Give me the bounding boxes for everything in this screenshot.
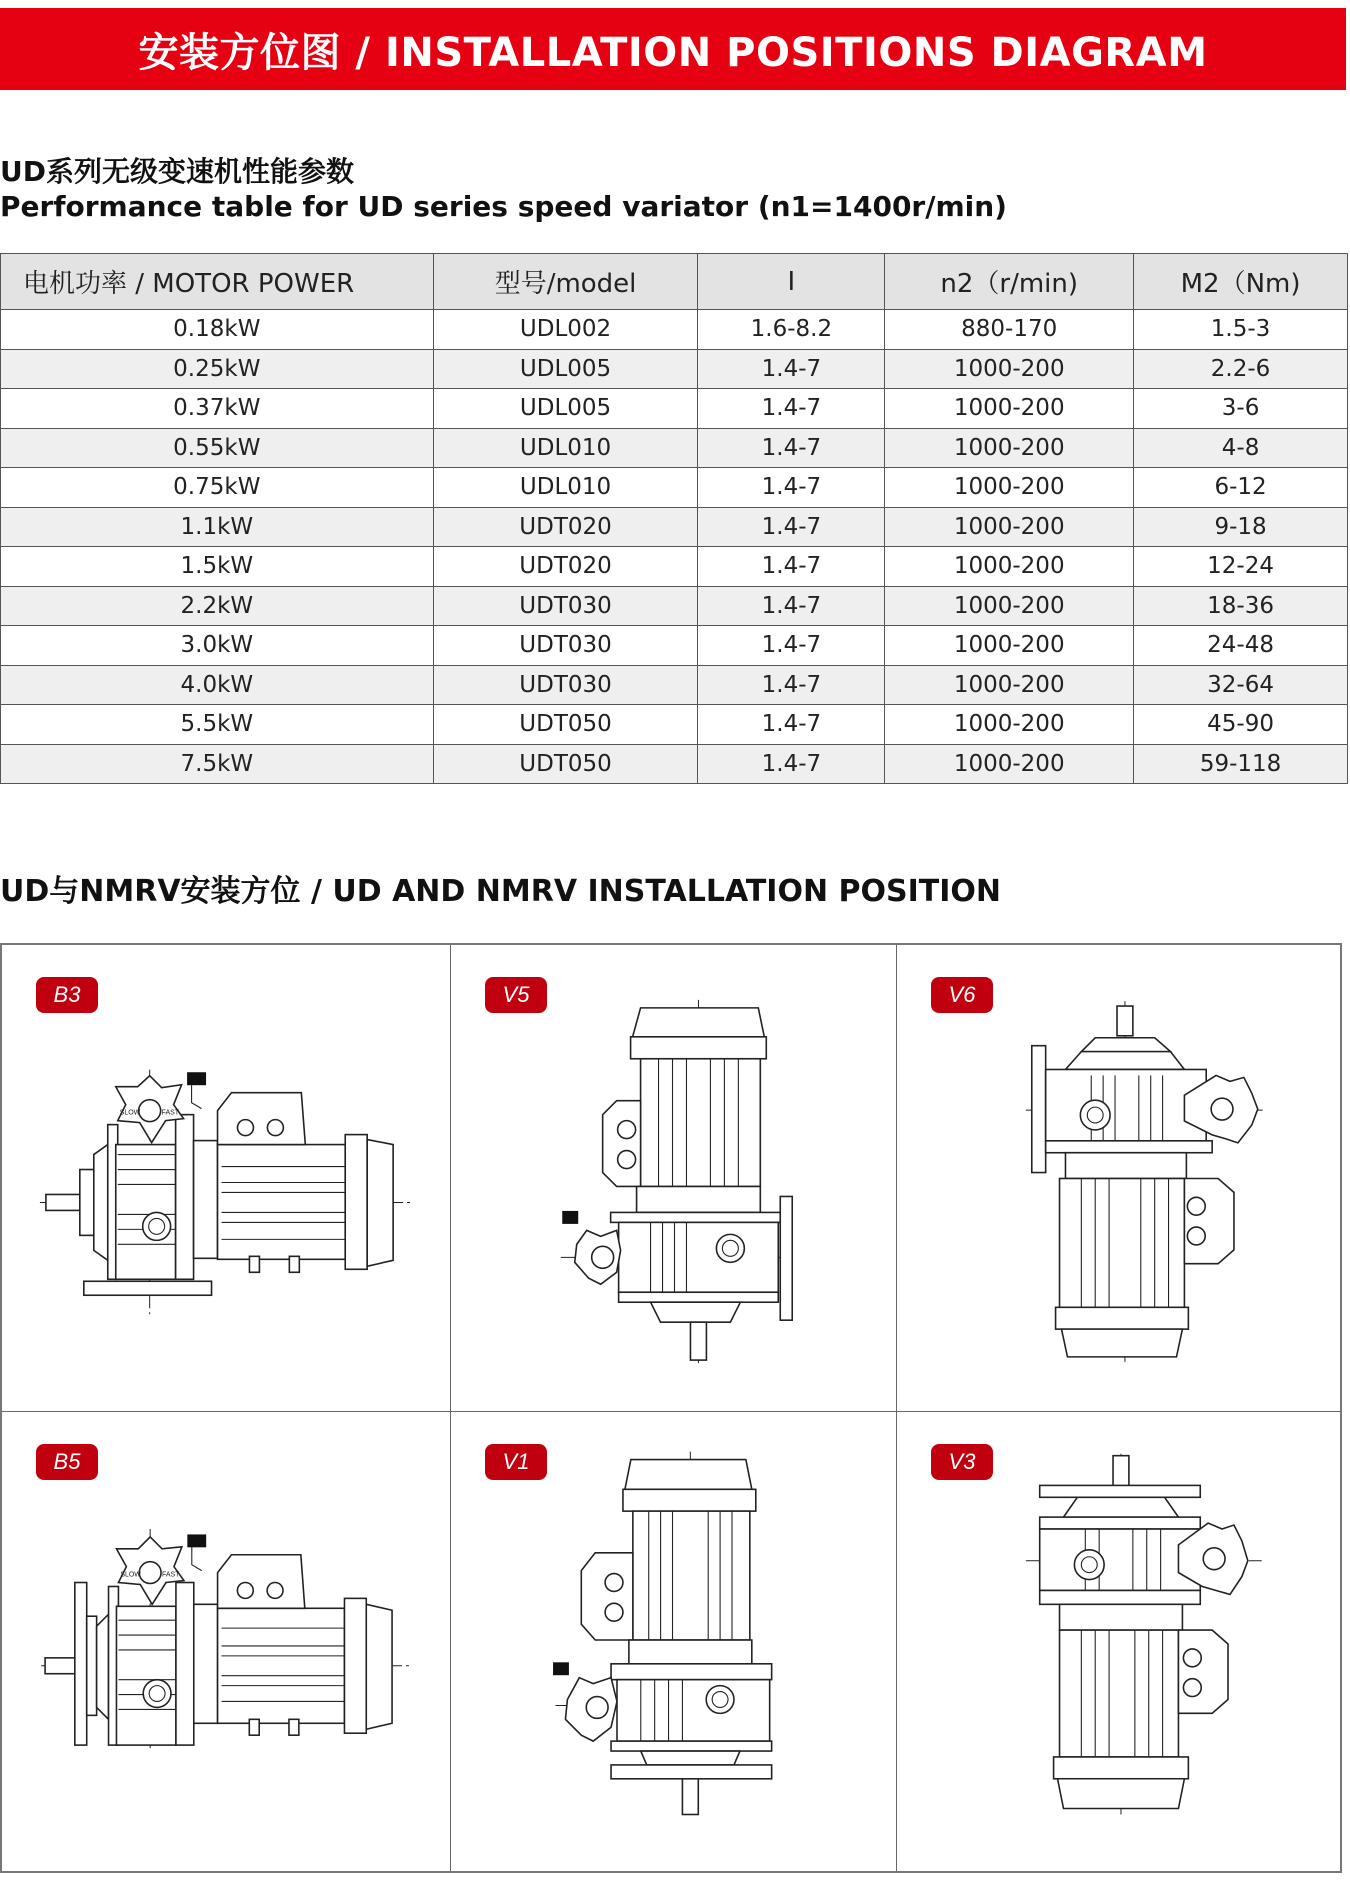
cell-m2: 12-24 <box>1134 547 1348 587</box>
cell-model: UDL010 <box>433 468 698 508</box>
cell-n2: 1000-200 <box>885 507 1134 547</box>
cell-motor-power: 1.5kW <box>1 547 434 587</box>
cell-model: UDT050 <box>433 705 698 745</box>
cell-model: UDT030 <box>433 665 698 705</box>
col-model: 型号/model <box>433 254 698 310</box>
position-badge: B5 <box>36 1444 98 1480</box>
cell-model: UDT050 <box>433 744 698 784</box>
performance-heading <box>0 155 1007 225</box>
cell-motor-power: 0.18kW <box>1 310 434 350</box>
motor-vertical-shaft-down-icon <box>451 945 896 1411</box>
installation-heading: UD与NMRV安装方位 / UD AND NMRV INSTALLATION POSITION <box>0 874 1002 909</box>
table-row <box>1 310 1348 350</box>
cell-model: UDT030 <box>433 586 698 626</box>
cell-n2: 1000-200 <box>885 626 1134 666</box>
cell-model: UDT020 <box>433 547 698 587</box>
cell-ratio: 1.4-7 <box>698 428 885 468</box>
cell-m2: 4-8 <box>1134 428 1348 468</box>
cell-m2: 45-90 <box>1134 705 1348 745</box>
position-badge: V1 <box>485 1444 547 1480</box>
col-ratio: I <box>698 254 885 310</box>
cell-n2: 1000-200 <box>885 665 1134 705</box>
cell-ratio: 1.4-7 <box>698 547 885 587</box>
installation-grid <box>0 943 1342 1873</box>
col-motor-power: 电机功率 / MOTOR POWER <box>1 254 434 310</box>
cell-m2: 9-18 <box>1134 507 1348 547</box>
cell-n2: 1000-200 <box>885 705 1134 745</box>
cell-ratio: 1.4-7 <box>698 705 885 745</box>
cell-n2: 1000-200 <box>885 586 1134 626</box>
table-header-row <box>1 254 1348 310</box>
cell-motor-power: 0.37kW <box>1 389 434 429</box>
cell-m2: 6-12 <box>1134 468 1348 508</box>
cell-ratio: 1.4-7 <box>698 507 885 547</box>
cell-ratio: 1.4-7 <box>698 744 885 784</box>
cell-ratio: 1.4-7 <box>698 665 885 705</box>
table-row <box>1 665 1348 705</box>
table-row <box>1 468 1348 508</box>
cell-n2: 880-170 <box>885 310 1134 350</box>
cell-model: UDL005 <box>433 389 698 429</box>
svg-text:FAST: FAST <box>162 1571 180 1579</box>
cell-motor-power: 1.1kW <box>1 507 434 547</box>
position-badge: B3 <box>36 977 98 1013</box>
cell-ratio: 1.4-7 <box>698 586 885 626</box>
cell-motor-power: 5.5kW <box>1 705 434 745</box>
cell-model: UDL005 <box>433 349 698 389</box>
position-cell-v6 <box>897 945 1340 1412</box>
motor-vertical-flange-shaft-up-icon <box>897 1412 1340 1871</box>
cell-ratio: 1.4-7 <box>698 626 885 666</box>
header-banner <box>0 8 1346 90</box>
cell-n2: 1000-200 <box>885 468 1134 508</box>
cell-m2: 18-36 <box>1134 586 1348 626</box>
cell-model: UDT020 <box>433 507 698 547</box>
table-row <box>1 428 1348 468</box>
col-n2: n2（r/min) <box>885 254 1134 310</box>
table-row <box>1 705 1348 745</box>
cell-m2: 59-118 <box>1134 744 1348 784</box>
cell-motor-power: 0.75kW <box>1 468 434 508</box>
performance-title-cn: UD系列无级变速机性能参数 <box>0 155 354 188</box>
cell-model: UDL002 <box>433 310 698 350</box>
cell-m2: 2.2-6 <box>1134 349 1348 389</box>
position-badge: V5 <box>485 977 547 1013</box>
table-row <box>1 507 1348 547</box>
cell-m2: 24-48 <box>1134 626 1348 666</box>
motor-vertical-shaft-up-icon <box>897 945 1340 1411</box>
cell-m2: 3-6 <box>1134 389 1348 429</box>
performance-table <box>0 253 1348 784</box>
performance-title-en: Performance table for UD series speed variator (n1=1400r/min) <box>0 190 1007 223</box>
page-title: 安装方位图 / INSTALLATION POSITIONS DIAGRAM <box>138 29 1208 76</box>
table-row <box>1 744 1348 784</box>
cell-model: UDL010 <box>433 428 698 468</box>
motor-horizontal-foot-icon <box>2 945 450 1411</box>
svg-text:SLOW: SLOW <box>120 1571 141 1579</box>
cell-motor-power: 4.0kW <box>1 665 434 705</box>
cell-motor-power: 2.2kW <box>1 586 434 626</box>
svg-text:SLOW: SLOW <box>119 1109 141 1117</box>
motor-vertical-flange-shaft-down-icon <box>451 1412 896 1871</box>
cell-m2: 32-64 <box>1134 665 1348 705</box>
col-m2: M2（Nm) <box>1134 254 1348 310</box>
cell-n2: 1000-200 <box>885 428 1134 468</box>
table-row <box>1 547 1348 587</box>
cell-motor-power: 0.25kW <box>1 349 434 389</box>
cell-m2: 1.5-3 <box>1134 310 1348 350</box>
position-cell-v1 <box>451 1412 897 1871</box>
position-badge: V3 <box>931 1444 993 1480</box>
position-cell-b3 <box>2 945 451 1412</box>
table-row <box>1 626 1348 666</box>
cell-motor-power: 7.5kW <box>1 744 434 784</box>
cell-model: UDT030 <box>433 626 698 666</box>
svg-text:FAST: FAST <box>161 1109 180 1117</box>
cell-ratio: 1.4-7 <box>698 468 885 508</box>
table-row <box>1 349 1348 389</box>
position-cell-v5 <box>451 945 897 1412</box>
cell-n2: 1000-200 <box>885 547 1134 587</box>
cell-n2: 1000-200 <box>885 349 1134 389</box>
table-row <box>1 586 1348 626</box>
cell-ratio: 1.4-7 <box>698 389 885 429</box>
position-cell-v3 <box>897 1412 1340 1871</box>
motor-horizontal-flange-icon <box>2 1412 450 1871</box>
cell-n2: 1000-200 <box>885 744 1134 784</box>
cell-n2: 1000-200 <box>885 389 1134 429</box>
cell-motor-power: 3.0kW <box>1 626 434 666</box>
cell-motor-power: 0.55kW <box>1 428 434 468</box>
position-badge: V6 <box>931 977 993 1013</box>
table-row <box>1 389 1348 429</box>
cell-ratio: 1.6-8.2 <box>698 310 885 350</box>
position-cell-b5 <box>2 1412 451 1871</box>
cell-ratio: 1.4-7 <box>698 349 885 389</box>
